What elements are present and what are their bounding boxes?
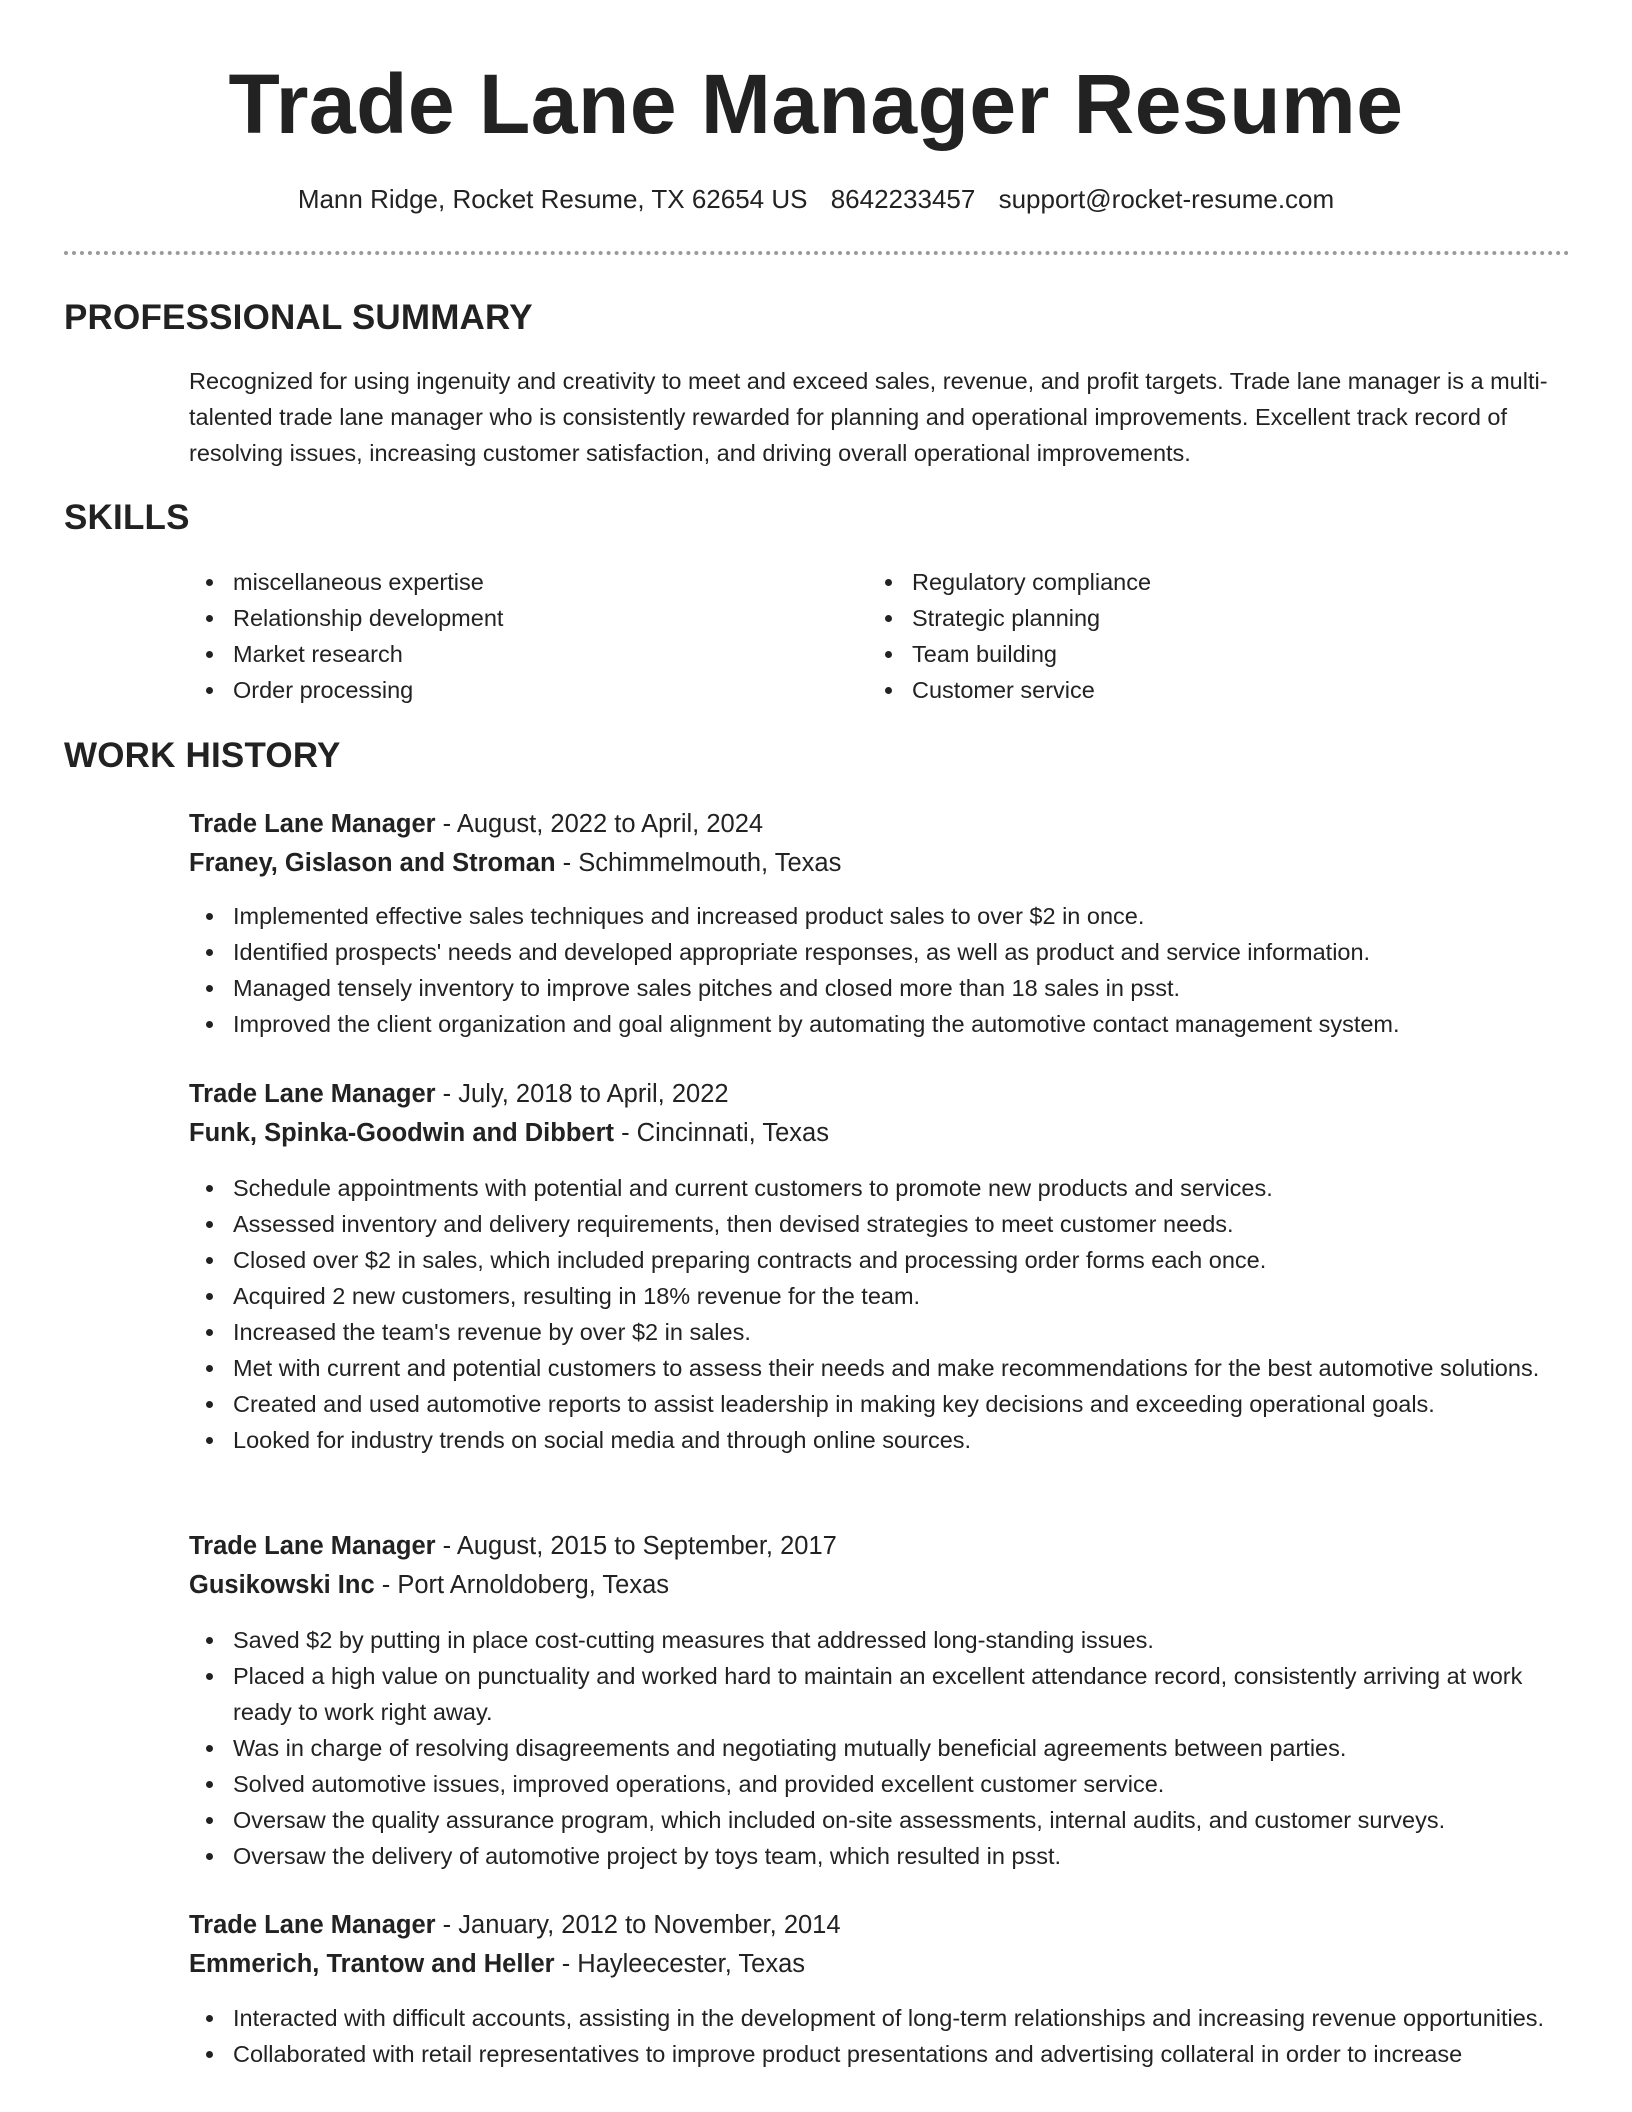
job-company-line: Emmerich, Trantow and Heller - Hayleecester, Texas bbox=[189, 1950, 806, 1978]
job-company-line: Gusikowski Inc - Port Arnoldoberg, Texas bbox=[189, 1571, 670, 1599]
job-company: Emmerich, Trantow and Heller bbox=[189, 1950, 555, 1978]
job-bullets bbox=[189, 1170, 1569, 1458]
job-bullets bbox=[189, 2000, 1569, 2072]
skill-item: Team building bbox=[868, 636, 1548, 672]
job-bullet: Improved the client organization and goal alignment by automating the automotive contact management system. bbox=[189, 1006, 1569, 1042]
job-company-line: Funk, Spinka-Goodwin and Dibbert - Cincinnati, Texas bbox=[189, 1119, 829, 1147]
job-title: Trade Lane Manager bbox=[189, 1532, 436, 1560]
job-company-line: Franey, Gislason and Stroman - Schimmelmouth, Texas bbox=[189, 849, 842, 877]
job-bullet: Looked for industry trends on social media and through online sources. bbox=[189, 1422, 1569, 1458]
contact-address: Mann Ridge, Rocket Resume, TX 62654 US bbox=[297, 184, 808, 214]
job-bullet: Saved $2 by putting in place cost-cutting measures that addressed long-standing issues. bbox=[189, 1622, 1569, 1658]
job-bullet: Schedule appointments with potential and current customers to promote new products and services. bbox=[189, 1170, 1569, 1206]
skill-item: Order processing bbox=[189, 672, 829, 708]
job-location: Hayleecester, Texas bbox=[577, 1950, 806, 1978]
summary-heading: PROFESSIONAL SUMMARY bbox=[64, 298, 533, 337]
job-bullet: Solved automotive issues, improved operations, and provided excellent customer service. bbox=[189, 1766, 1569, 1802]
job-bullet: Interacted with difficult accounts, assisting in the development of long-term relationships and increasing revenue opportunities. bbox=[189, 2000, 1569, 2036]
job-bullet: Met with current and potential customers to assess their needs and make recommendations for the best automotive solutions. bbox=[189, 1350, 1569, 1386]
job-title-line: Trade Lane Manager - January, 2012 to November, 2014 bbox=[189, 1911, 841, 1939]
skill-item: Relationship development bbox=[189, 600, 829, 636]
job-bullets bbox=[189, 898, 1569, 1042]
job-title: Trade Lane Manager bbox=[189, 1911, 436, 1939]
skill-item: Customer service bbox=[868, 672, 1548, 708]
job-dates: July, 2018 to April, 2022 bbox=[458, 1080, 729, 1108]
job-title: Trade Lane Manager bbox=[189, 810, 436, 838]
job-dates: August, 2015 to September, 2017 bbox=[456, 1532, 837, 1560]
contact-line bbox=[0, 181, 1632, 217]
job-title-line: Trade Lane Manager - July, 2018 to April, 2022 bbox=[189, 1080, 729, 1108]
resume-title: Trade Lane Manager Resume bbox=[228, 57, 1404, 151]
job-bullet: Collaborated with retail representatives to improve product presentations and advertising collateral in order to increase bbox=[189, 2036, 1569, 2072]
job-bullet: Managed tensely inventory to improve sales pitches and closed more than 18 sales in psst. bbox=[189, 970, 1569, 1006]
job-bullet: Oversaw the delivery of automotive project by toys team, which resulted in psst. bbox=[189, 1838, 1569, 1874]
job-company: Gusikowski Inc bbox=[189, 1571, 375, 1599]
job-bullet: Implemented effective sales techniques and increased product sales to over $2 in once. bbox=[189, 898, 1569, 934]
summary-text: Recognized for using ingenuity and creativity to meet and exceed sales, revenue, and profit targets. Trade lane manager is a multi-talented trade lane manager who is consistently rewarded for planning and operational improvements. Excellent track record of resolving issues, increasing customer satisfaction, and driving overall operational improvements. bbox=[189, 368, 1548, 466]
job-location: Schimmelmouth, Texas bbox=[578, 849, 842, 877]
job-title: Trade Lane Manager bbox=[189, 1080, 436, 1108]
skills-list-left bbox=[189, 564, 829, 708]
job-bullet: Increased the team's revenue by over $2 in sales. bbox=[189, 1314, 1569, 1350]
job-bullet: Created and used automotive reports to assist leadership in making key decisions and exceeding operational goals. bbox=[189, 1386, 1569, 1422]
job-location: Cincinnati, Texas bbox=[636, 1119, 829, 1147]
job-bullets bbox=[189, 1622, 1569, 1874]
skills-heading: SKILLS bbox=[64, 498, 190, 537]
job-bullet: Acquired 2 new customers, resulting in 18% revenue for the team. bbox=[189, 1278, 1569, 1314]
job-location: Port Arnoldoberg, Texas bbox=[397, 1571, 670, 1599]
job-title-line: Trade Lane Manager - August, 2022 to April, 2024 bbox=[189, 810, 764, 838]
job-bullet: Placed a high value on punctuality and worked hard to maintain an excellent attendance record, consistently arriving at work ready to work right away. bbox=[189, 1658, 1569, 1730]
job-dates: August, 2022 to April, 2024 bbox=[456, 810, 764, 838]
skill-item: Strategic planning bbox=[868, 600, 1548, 636]
contact-phone: 8642233457 bbox=[830, 184, 976, 214]
job-bullet: Was in charge of resolving disagreements and negotiating mutually beneficial agreements between parties. bbox=[189, 1730, 1569, 1766]
contact-email: support@rocket-resume.com bbox=[998, 184, 1335, 214]
job-company: Franey, Gislason and Stroman bbox=[189, 849, 556, 877]
job-title-line: Trade Lane Manager - August, 2015 to September, 2017 bbox=[189, 1532, 837, 1560]
skills-list-right bbox=[868, 564, 1548, 708]
job-bullet: Identified prospects' needs and developed appropriate responses, as well as product and service information. bbox=[189, 934, 1569, 970]
header-divider bbox=[64, 251, 1570, 255]
work-history-heading: WORK HISTORY bbox=[64, 736, 341, 775]
skill-item: miscellaneous expertise bbox=[189, 564, 829, 600]
skill-item: Market research bbox=[189, 636, 829, 672]
job-bullet: Oversaw the quality assurance program, which included on-site assessments, internal audits, and customer surveys. bbox=[189, 1802, 1569, 1838]
job-dates: January, 2012 to November, 2014 bbox=[458, 1911, 841, 1939]
job-company: Funk, Spinka-Goodwin and Dibbert bbox=[189, 1119, 614, 1147]
job-bullet: Assessed inventory and delivery requirements, then devised strategies to meet customer needs. bbox=[189, 1206, 1569, 1242]
job-bullet: Closed over $2 in sales, which included preparing contracts and processing order forms each once. bbox=[189, 1242, 1569, 1278]
skill-item: Regulatory compliance bbox=[868, 564, 1548, 600]
